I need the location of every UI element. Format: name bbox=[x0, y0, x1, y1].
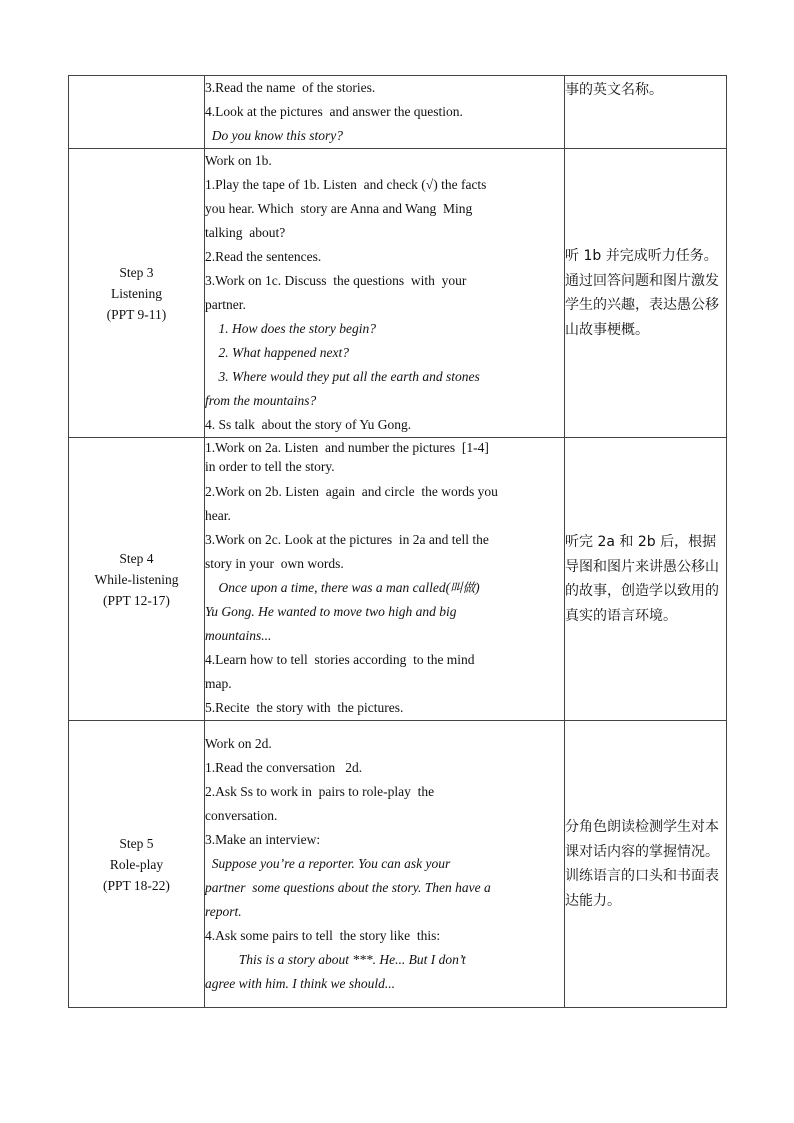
activity-line bbox=[205, 197, 564, 221]
activity-text: 3.Work on 1c. Discuss the questions with your bbox=[205, 273, 467, 288]
step-line: Role-play bbox=[109, 856, 164, 872]
activity-text: from the mountains? bbox=[205, 393, 317, 408]
purpose-text: 听 1b 并完成听力任务。通过回答问题和图片激发学生的兴趣，表达愚公移山故事梗概。 bbox=[565, 248, 719, 338]
activity-line bbox=[205, 341, 564, 365]
activity-line bbox=[205, 648, 564, 672]
activity-text: 3.Make an interview: bbox=[205, 832, 321, 847]
activity-line bbox=[205, 293, 564, 317]
activity-line bbox=[205, 672, 564, 696]
activity-cell bbox=[205, 76, 565, 149]
activity-text: 3.Read the name of the stories. bbox=[205, 80, 376, 95]
activity-line bbox=[205, 504, 564, 528]
activity-text-tail: ) bbox=[475, 580, 480, 595]
chinese-gloss: 叫做 bbox=[450, 580, 476, 595]
activity-line bbox=[205, 972, 564, 996]
activity-line bbox=[205, 365, 564, 389]
activity-text: 1.Play the tape of 1b. Listen and check (√) the facts bbox=[205, 177, 487, 192]
activity-line bbox=[205, 576, 564, 600]
activity-line bbox=[205, 924, 564, 948]
activity-line bbox=[205, 696, 564, 720]
lesson-plan-table bbox=[68, 75, 727, 1008]
activity-text: 2.Work on 2b. Listen again and circle the words you bbox=[205, 484, 498, 499]
activity-text: partner some questions about the story. Then have a bbox=[205, 880, 491, 895]
activity-line bbox=[205, 317, 564, 341]
activity-text: Once upon a time, there was a man called( bbox=[205, 580, 451, 595]
purpose-text: 事的英文名称。 bbox=[565, 82, 663, 98]
activity-line bbox=[205, 828, 564, 852]
activity-text: Do you know this story? bbox=[205, 128, 343, 143]
activity-text: Suppose you’re a reporter. You can ask your bbox=[205, 856, 451, 871]
activity-cell bbox=[205, 721, 565, 1008]
purpose-cell bbox=[565, 721, 727, 1008]
step-line: (PPT 12-17) bbox=[103, 592, 170, 608]
activity-text: 1.Work on 2a. Listen and number the pictures [1-4] in order to tell the story. bbox=[205, 440, 489, 474]
activity-cell bbox=[205, 149, 565, 438]
activity-text: 5.Recite the story with the pictures. bbox=[205, 700, 404, 715]
plan-row bbox=[69, 438, 727, 721]
activity-line bbox=[205, 76, 564, 100]
activity-text: 1. How does the story begin? bbox=[205, 321, 376, 336]
activity-line bbox=[205, 780, 564, 804]
activity-text: report. bbox=[205, 904, 242, 919]
activity-line bbox=[205, 552, 564, 576]
activity-line bbox=[205, 852, 564, 876]
activity-text: conversation. bbox=[205, 808, 278, 823]
activity-line bbox=[205, 624, 564, 648]
activity-text: Work on 1b. bbox=[205, 153, 272, 168]
activity-text: Work on 2d. bbox=[205, 736, 272, 751]
lesson-plan-body bbox=[69, 76, 727, 1008]
activity-text: agree with him. I think we should... bbox=[205, 976, 395, 991]
activity-text: 4.Learn how to tell stories according to the mind bbox=[205, 652, 475, 667]
activity-text: story in your own words. bbox=[205, 556, 344, 571]
activity-line bbox=[205, 389, 564, 413]
activity-line bbox=[205, 756, 564, 780]
activity-text: 1.Read the conversation 2d. bbox=[205, 760, 363, 775]
activity-line bbox=[205, 732, 564, 756]
plan-row bbox=[69, 76, 727, 149]
activity-text: mountains... bbox=[205, 628, 272, 643]
activity-text: map. bbox=[205, 676, 232, 691]
purpose-text: 分角色朗读检测学生对本课对话内容的掌握情况。训练语言的口头和书面表达能力。 bbox=[565, 819, 719, 909]
activity-line bbox=[205, 600, 564, 624]
activity-text: you hear. Which story are Anna and Wang Ming bbox=[205, 201, 473, 216]
purpose-cell bbox=[565, 438, 727, 721]
activity-text: partner. bbox=[205, 297, 246, 312]
activity-line bbox=[205, 124, 564, 148]
activity-text: 4. Ss talk about the story of Yu Gong. bbox=[205, 417, 412, 432]
activity-text: talking about? bbox=[205, 225, 286, 240]
activity-line bbox=[205, 413, 564, 437]
step-line: (PPT 18-22) bbox=[103, 877, 170, 893]
activity-text: 3. Where would they put all the earth and stones bbox=[205, 369, 480, 384]
step-line: Listening bbox=[111, 285, 162, 301]
step-line: Step 5 bbox=[119, 835, 154, 851]
activity-line bbox=[205, 100, 564, 124]
activity-text: hear. bbox=[205, 508, 231, 523]
activity-line bbox=[205, 948, 564, 972]
step-line: (PPT 9-11) bbox=[106, 306, 167, 322]
step-cell bbox=[69, 721, 205, 1008]
activity-line bbox=[205, 804, 564, 828]
activity-line bbox=[205, 173, 564, 197]
activity-line bbox=[205, 480, 564, 504]
activity-line bbox=[205, 245, 564, 269]
activity-text: 4.Look at the pictures and answer the question. bbox=[205, 104, 463, 119]
step-line: Step 4 bbox=[119, 550, 154, 566]
step-cell bbox=[69, 76, 205, 149]
step-cell bbox=[69, 438, 205, 721]
activity-text: This is a story about ***. He... But I don’t bbox=[205, 952, 466, 967]
activity-line bbox=[205, 900, 564, 924]
activity-line bbox=[205, 221, 564, 245]
activity-text: 4.Ask some pairs to tell the story like this: bbox=[205, 928, 441, 943]
activity-line bbox=[205, 149, 564, 173]
activity-line bbox=[205, 269, 564, 293]
activity-text: Yu Gong. He wanted to move two high and big bbox=[205, 604, 457, 619]
activity-text: 2.Ask Ss to work in pairs to role-play the bbox=[205, 784, 435, 799]
purpose-text: 听完 2a 和 2b 后，根据导图和图片来讲愚公移山的故事，创造学以致用的真实的语言环境。 bbox=[565, 534, 719, 624]
plan-row bbox=[69, 721, 727, 1008]
plan-row bbox=[69, 149, 727, 438]
step-line: Step 3 bbox=[119, 264, 154, 280]
activity-text: 3.Work on 2c. Look at the pictures in 2a and tell the bbox=[205, 532, 489, 547]
activity-text: 2.Read the sentences. bbox=[205, 249, 322, 264]
activity-line bbox=[205, 876, 564, 900]
step-line: While-listening bbox=[94, 571, 179, 587]
activity-text: 2. What happened next? bbox=[205, 345, 349, 360]
activity-line bbox=[205, 528, 564, 552]
activity-line bbox=[205, 438, 564, 476]
activity-cell bbox=[205, 438, 565, 721]
purpose-cell bbox=[565, 76, 727, 149]
step-cell bbox=[69, 149, 205, 438]
purpose-cell bbox=[565, 149, 727, 438]
